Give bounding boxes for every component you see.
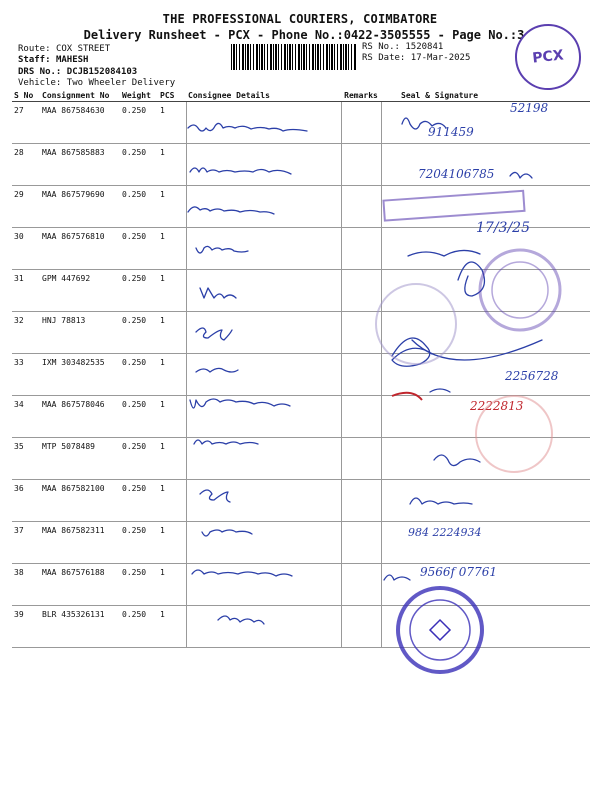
consignment-no-cell: MAA 867579690: [40, 186, 120, 228]
consignment-no-cell: MTP 5078489: [40, 438, 120, 480]
consignee-signature: [188, 207, 274, 214]
weight-cell: 0.250: [120, 564, 158, 606]
consignment-no-cell: MAA 867582311: [40, 522, 120, 564]
sno-cell: 39: [12, 606, 40, 648]
pcs-cell: 1: [158, 186, 186, 228]
col-consignee: Consignee Details: [186, 89, 341, 102]
pcs-cell: 1: [158, 522, 186, 564]
pcs-cell: 1: [158, 102, 186, 144]
recipient-signature: [434, 455, 480, 466]
recipient-signature: [412, 340, 542, 360]
weight-cell: 0.250: [120, 606, 158, 648]
note-number: 9566f 07761: [420, 565, 497, 579]
pcs-cell: 1: [158, 354, 186, 396]
weight-cell: 0.250: [120, 144, 158, 186]
consignee-signature: [200, 490, 230, 502]
weight-cell: 0.250: [120, 438, 158, 480]
consignment-no-cell: BLR 435326131: [40, 606, 120, 648]
weight-cell: 0.250: [120, 186, 158, 228]
col-pcs: PCS: [158, 89, 186, 102]
staff-value: MAHESH: [55, 55, 89, 65]
consignment-no-cell: HNJ 78813: [40, 312, 120, 354]
vehicle-label: Vehicle:: [18, 78, 62, 88]
consignee-signature: [196, 368, 238, 372]
col-sno: S No: [12, 89, 40, 102]
seal-emblem: [430, 620, 450, 640]
drs-value: DCJB152084103: [66, 67, 138, 77]
consignee-signature: [188, 123, 307, 131]
round-seal-stamp: [376, 284, 456, 364]
drs-label: DRS No.:: [18, 67, 62, 77]
weight-cell: 0.250: [120, 102, 158, 144]
consignment-no-cell: IXM 303482535: [40, 354, 120, 396]
recipient-signature: [410, 498, 472, 504]
pcs-cell: 1: [158, 564, 186, 606]
consignee-signature: [190, 168, 291, 174]
weight-cell: 0.250: [120, 480, 158, 522]
note-number: 7204106785: [418, 167, 495, 181]
consignee-signature: [196, 246, 248, 253]
col-seal-signature: Seal & Signature: [381, 89, 590, 102]
consignee-signature: [196, 328, 232, 340]
sno-cell: 28: [12, 144, 40, 186]
consignment-no-cell: MAA 867578046: [40, 396, 120, 438]
consignee-signature: [202, 530, 252, 536]
note-number: 911459: [428, 125, 474, 139]
sno-cell: 37: [12, 522, 40, 564]
recipient-signature: [430, 389, 450, 392]
col-consignment: Consignment No: [40, 89, 120, 102]
col-remarks: Remarks: [341, 89, 381, 102]
weight-cell: 0.250: [120, 312, 158, 354]
consignee-signature: [190, 399, 290, 408]
recipient-signature: [510, 172, 532, 178]
rs-date-label: RS Date:: [362, 53, 406, 63]
recipient-signature: [408, 250, 480, 256]
sno-cell: 31: [12, 270, 40, 312]
sno-cell: 36: [12, 480, 40, 522]
rs-no-value: 1520841: [405, 42, 444, 52]
pcs-cell: 1: [158, 228, 186, 270]
pcs-cell: 1: [158, 480, 186, 522]
sno-cell: 38: [12, 564, 40, 606]
recipient-signature: [384, 575, 410, 580]
consignment-no-cell: MAA 867585883: [40, 144, 120, 186]
sno-cell: 35: [12, 438, 40, 480]
note-number: 2222813: [470, 399, 524, 413]
consignment-no-cell: MAA 867582100: [40, 480, 120, 522]
consignee-signature: [218, 616, 264, 624]
pcx-stamp: PCX: [512, 21, 585, 94]
sno-cell: 30: [12, 228, 40, 270]
route-label: Route:: [18, 44, 51, 54]
sno-cell: 27: [12, 102, 40, 144]
company-name: THE PROFESSIONAL COURIERS, COIMBATORE: [162, 12, 438, 26]
round-seal-stamp: [410, 600, 470, 660]
consignment-no-cell: MAA 867576810: [40, 228, 120, 270]
rs-no-label: RS No.:: [362, 42, 400, 52]
consignment-no-cell: MAA 867584630: [40, 102, 120, 144]
pcs-cell: 1: [158, 606, 186, 648]
pcs-cell: 1: [158, 270, 186, 312]
consignee-signature: [200, 288, 236, 298]
staff-label: Staff:: [18, 55, 51, 65]
sno-cell: 33: [12, 354, 40, 396]
round-seal-stamp: [492, 262, 548, 318]
weight-cell: 0.250: [120, 354, 158, 396]
weight-cell: 0.250: [120, 270, 158, 312]
runsheet-title: Delivery Runsheet - PCX - Phone No.:0422-3505555 - Page No.:3: [83, 28, 525, 42]
sno-cell: 29: [12, 186, 40, 228]
note-number: 52198: [510, 101, 549, 115]
vehicle-value: Two Wheeler Delivery: [66, 78, 176, 88]
weight-cell: 0.250: [120, 228, 158, 270]
col-weight: Weight: [120, 89, 158, 102]
weight-cell: 0.250: [120, 522, 158, 564]
red-signature: [392, 393, 422, 400]
rs-date-value: 17-Mar-2025: [410, 53, 471, 63]
route-value: COX STREET: [55, 44, 111, 54]
sno-cell: 32: [12, 312, 40, 354]
consignee-signature: [192, 570, 292, 576]
company-stamp: [383, 191, 524, 221]
consignee-signature: [194, 440, 258, 444]
pcs-cell: 1: [158, 144, 186, 186]
pcs-cell: 1: [158, 396, 186, 438]
consignment-no-cell: MAA 867576188: [40, 564, 120, 606]
note-number: 2256728: [505, 369, 559, 383]
consignment-no-cell: GPM 447692: [40, 270, 120, 312]
sno-cell: 34: [12, 396, 40, 438]
pcs-cell: 1: [158, 312, 186, 354]
weight-cell: 0.250: [120, 396, 158, 438]
note-number: 984 2224934: [408, 526, 482, 539]
pcs-cell: 1: [158, 438, 186, 480]
note-number: 17/3/25: [476, 220, 530, 236]
